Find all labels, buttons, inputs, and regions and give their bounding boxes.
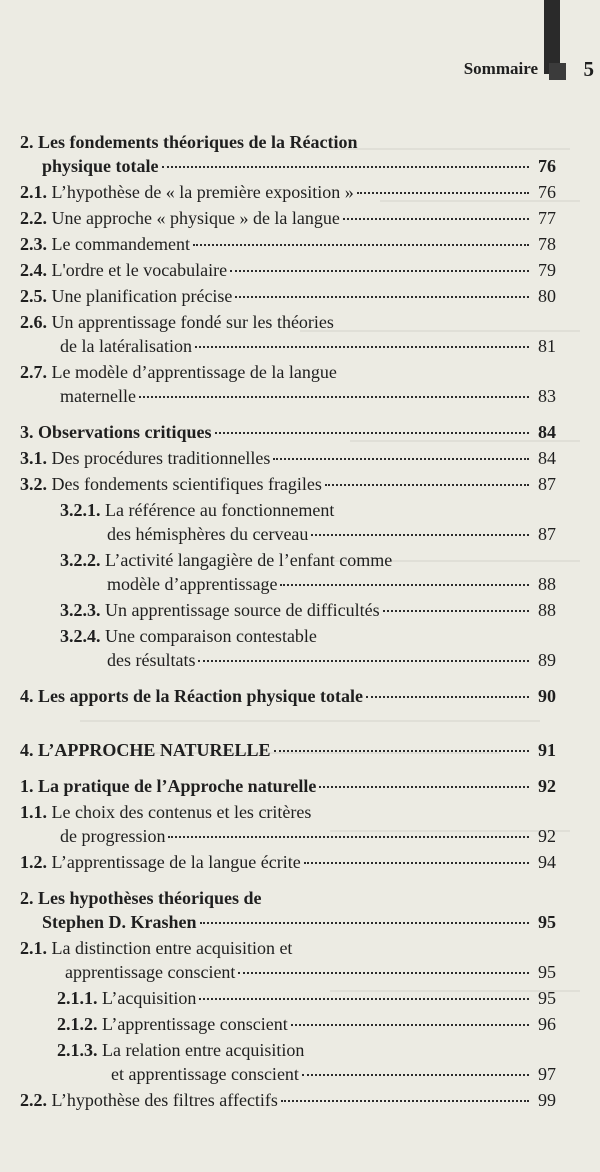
- toc-title: Les hypothèses théoriques de: [38, 888, 262, 908]
- dot-leader: [198, 660, 529, 662]
- dot-leader: [168, 836, 529, 838]
- toc-line: [60, 522, 556, 546]
- toc-title: Les apports de la Réaction physique totale: [38, 686, 364, 706]
- toc-title: Des procédures traditionnelles: [51, 448, 271, 468]
- toc-line: [20, 384, 556, 408]
- toc-line: [20, 232, 556, 256]
- toc-line: [20, 774, 556, 798]
- dot-leader: [383, 610, 529, 612]
- toc-number: 2.7.: [20, 362, 47, 382]
- toc-page-number: 77: [538, 208, 556, 228]
- toc-number: 2.1.: [20, 182, 47, 202]
- dot-leader: [199, 998, 529, 1000]
- toc-entry[interactable]: [20, 548, 556, 596]
- toc-title: physique totale: [42, 156, 159, 176]
- toc-page-number: 95: [538, 912, 556, 932]
- toc-number: 2.1.: [20, 938, 47, 958]
- toc-title: apprentissage conscient: [65, 962, 236, 982]
- dot-leader: [280, 584, 529, 586]
- toc-line: [60, 598, 556, 622]
- toc-line: [20, 446, 556, 470]
- toc-entry[interactable]: [20, 472, 556, 496]
- toc-title: Stephen D. Krashen: [42, 912, 197, 932]
- dot-leader: [274, 750, 529, 752]
- toc-number: 2.1.2.: [57, 1014, 98, 1034]
- toc-title: L’apprentissage de la langue écrite: [51, 852, 301, 872]
- toc-number: 2.: [20, 888, 34, 908]
- toc-entry[interactable]: [20, 498, 556, 546]
- toc-entry[interactable]: [20, 284, 556, 308]
- dot-leader: [325, 484, 529, 486]
- toc-entry[interactable]: [20, 774, 556, 798]
- toc-line: [60, 548, 556, 572]
- toc-entry[interactable]: [20, 850, 556, 874]
- dot-leader: [195, 346, 529, 348]
- toc-entry[interactable]: [20, 232, 556, 256]
- toc-page-number: 78: [538, 234, 556, 254]
- dot-leader: [200, 922, 529, 924]
- toc-line: [60, 572, 556, 596]
- toc-line: [20, 130, 556, 154]
- toc-number: 3.2.2.: [60, 550, 101, 570]
- toc-line: [60, 648, 556, 672]
- toc-number: 1.: [20, 776, 34, 796]
- toc-title: L'ordre et le vocabulaire: [51, 260, 228, 280]
- toc-line: [20, 886, 556, 910]
- toc-entry[interactable]: [20, 986, 556, 1010]
- toc-entry[interactable]: [20, 206, 556, 230]
- toc-title: maternelle: [60, 386, 136, 406]
- dot-leader: [273, 458, 529, 460]
- toc-entry[interactable]: [20, 738, 556, 762]
- toc-line: [57, 986, 556, 1010]
- dot-leader: [281, 1100, 529, 1102]
- dot-leader: [343, 218, 529, 220]
- toc-line: [20, 154, 556, 178]
- toc-page-number: 87: [538, 524, 556, 544]
- toc-number: 2.4.: [20, 260, 47, 280]
- dot-leader: [162, 166, 529, 168]
- toc-page-number: 87: [538, 474, 556, 494]
- dot-leader: [357, 192, 529, 194]
- toc-title: de la latéralisation: [60, 336, 192, 356]
- toc-title: Le modèle d’apprentissage de la langue: [51, 362, 337, 382]
- toc-line: [57, 1012, 556, 1036]
- toc-number: 3.2.1.: [60, 500, 101, 520]
- toc-entry[interactable]: [20, 360, 556, 408]
- toc-line: [20, 360, 556, 384]
- page-number: 5: [583, 57, 594, 81]
- toc-line: [20, 738, 556, 762]
- toc-number: 4.: [20, 686, 34, 706]
- toc-entry[interactable]: [20, 624, 556, 672]
- toc-number: 3.2.3.: [60, 600, 101, 620]
- toc-entry[interactable]: [20, 420, 556, 444]
- toc-number: 3.1.: [20, 448, 47, 468]
- toc-entry[interactable]: [20, 684, 556, 708]
- toc-entry[interactable]: [20, 258, 556, 282]
- toc-title: de progression: [60, 826, 166, 846]
- toc-entry[interactable]: [20, 180, 556, 204]
- toc-page-number: 96: [538, 1014, 556, 1034]
- toc-line: [20, 334, 556, 358]
- toc-page-number: 89: [538, 650, 556, 670]
- square-marker-icon: [549, 63, 566, 80]
- toc-title: L’apprentissage conscient: [102, 1014, 288, 1034]
- toc-number: 2.3.: [20, 234, 47, 254]
- toc-title: L’APPROCHE NATURELLE: [38, 740, 271, 760]
- toc-title: La référence au fonctionnement: [105, 500, 335, 520]
- toc-number: 2.5.: [20, 286, 47, 306]
- toc-number: 2.: [20, 132, 34, 152]
- toc-title: L’activité langagière de l’enfant comme: [105, 550, 393, 570]
- toc-line: [20, 850, 556, 874]
- toc-entry[interactable]: [20, 130, 556, 178]
- dot-leader: [238, 972, 529, 974]
- toc-page-number: 84: [538, 422, 556, 442]
- toc-entry[interactable]: [20, 886, 556, 934]
- toc-page-number: 81: [538, 336, 556, 356]
- dot-leader: [235, 296, 529, 298]
- toc-number: 1.2.: [20, 852, 47, 872]
- toc-number: 1.1.: [20, 802, 47, 822]
- toc-number: 2.2.: [20, 1090, 47, 1110]
- toc-line: [20, 420, 556, 444]
- toc-page-number: 79: [538, 260, 556, 280]
- toc-line: [20, 824, 556, 848]
- toc-entry[interactable]: [20, 598, 556, 622]
- toc-title: des hémisphères du cerveau: [107, 524, 309, 544]
- toc-title: Les fondements théoriques de la Réaction: [38, 132, 358, 152]
- toc-page-number: 90: [538, 686, 556, 706]
- toc-number: 2.1.3.: [57, 1040, 98, 1060]
- toc-number: 3.: [20, 422, 34, 442]
- toc-page-number: 76: [538, 182, 556, 202]
- toc-number: 2.6.: [20, 312, 47, 332]
- toc-page-number: 76: [538, 156, 556, 176]
- dot-leader: [311, 534, 529, 536]
- toc-title: modèle d’apprentissage: [107, 574, 278, 594]
- toc-entry[interactable]: [20, 446, 556, 470]
- toc-title: Observations critiques: [38, 422, 212, 442]
- toc-title: et apprentissage conscient: [111, 1064, 299, 1084]
- toc-title: Un apprentissage fondé sur les théories: [51, 312, 334, 332]
- dot-leader: [302, 1074, 529, 1076]
- dot-leader: [291, 1024, 529, 1026]
- toc-title: des résultats: [107, 650, 196, 670]
- dot-leader: [139, 396, 529, 398]
- toc-line: [20, 180, 556, 204]
- toc-page-number: 92: [538, 826, 556, 846]
- dot-leader: [230, 270, 529, 272]
- toc-title: La relation entre acquisition: [102, 1040, 305, 1060]
- toc-number: 4.: [20, 740, 34, 760]
- toc-line: [20, 206, 556, 230]
- toc-number: 3.2.4.: [60, 626, 101, 646]
- toc-page-number: 97: [538, 1064, 556, 1084]
- dot-leader: [319, 786, 529, 788]
- toc-page-number: 95: [538, 988, 556, 1008]
- toc-title: La distinction entre acquisition et: [51, 938, 293, 958]
- running-head: [0, 55, 600, 85]
- toc-title: Une approche « physique » de la langue: [51, 208, 340, 228]
- toc-title: Le commandement: [51, 234, 190, 254]
- toc-line: [60, 624, 556, 648]
- toc-line: [20, 1088, 556, 1112]
- toc-entry[interactable]: [20, 1038, 556, 1086]
- toc-title: L’hypothèse des filtres affectifs: [51, 1090, 278, 1110]
- dot-leader: [215, 432, 530, 434]
- toc-title: La pratique de l’Approche naturelle: [38, 776, 317, 796]
- dot-leader: [193, 244, 529, 246]
- toc-page-number: 94: [538, 852, 556, 872]
- toc-title: Un apprentissage source de difficultés: [105, 600, 380, 620]
- toc-line: [20, 472, 556, 496]
- toc-page-number: 99: [538, 1090, 556, 1110]
- toc-title: Une planification précise: [51, 286, 233, 306]
- toc-line: [60, 498, 556, 522]
- toc-page-number: 91: [538, 740, 556, 760]
- toc-line: [20, 684, 556, 708]
- toc-line: [20, 936, 556, 960]
- toc-page-number: 92: [538, 776, 556, 796]
- toc-number: 3.2.: [20, 474, 47, 494]
- toc-page-number: 88: [538, 574, 556, 594]
- toc-title: Le choix des contenus et les critères: [51, 802, 312, 822]
- toc-line: [20, 258, 556, 282]
- toc-page-number: 83: [538, 386, 556, 406]
- running-head-label: Sommaire: [463, 59, 538, 78]
- toc-line: [57, 1062, 556, 1086]
- toc-page-number: 88: [538, 600, 556, 620]
- toc-line: [20, 800, 556, 824]
- toc-number: 2.1.1.: [57, 988, 98, 1008]
- toc-title: Une comparaison contestable: [105, 626, 317, 646]
- toc-entry[interactable]: [20, 310, 556, 358]
- toc-line: [20, 960, 556, 984]
- toc-entry[interactable]: [20, 800, 556, 848]
- table-of-contents: [20, 130, 556, 1114]
- toc-number: 2.2.: [20, 208, 47, 228]
- toc-title: L’acquisition: [102, 988, 197, 1008]
- dot-leader: [366, 696, 529, 698]
- toc-line: [20, 910, 556, 934]
- toc-entry[interactable]: [20, 1088, 556, 1112]
- toc-line: [57, 1038, 556, 1062]
- toc-line: [20, 310, 556, 334]
- toc-line: [20, 284, 556, 308]
- toc-title: L’hypothèse de « la première exposition »: [51, 182, 354, 202]
- toc-page-number: 80: [538, 286, 556, 306]
- toc-title: Des fondements scientifiques fragiles: [51, 474, 322, 494]
- toc-page-number: 84: [538, 448, 556, 468]
- dot-leader: [304, 862, 529, 864]
- toc-page-number: 95: [538, 962, 556, 982]
- toc-entry[interactable]: [20, 1012, 556, 1036]
- toc-entry[interactable]: [20, 936, 556, 984]
